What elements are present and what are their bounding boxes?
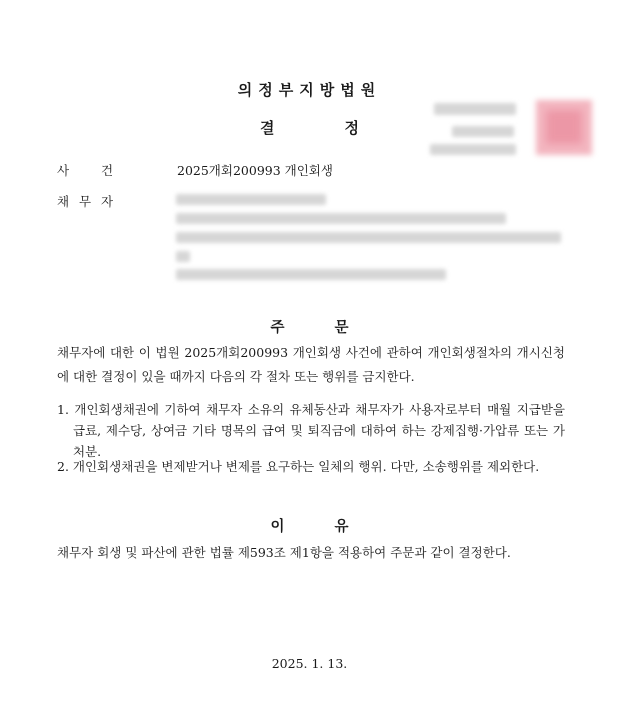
order-item: 2. 개인회생채권을 변제받거나 변제를 요구하는 일체의 행위. 다만, 소송행위를 제외한다.: [57, 459, 540, 474]
reason-heading: 이 유: [270, 518, 349, 535]
order-text: 채무자에 대한 이 법원 2025개회200993 개인회생 사건에 관하여 개인회생절차의 개시신청에 대한 결정이 있을 때까지 다음의 각 절차 또는 행위를 금지한다.: [57, 345, 565, 384]
title-char: 정: [344, 119, 359, 137]
case-label: 사 건: [57, 163, 114, 178]
title-char: 결: [260, 119, 275, 137]
case-number: 2025개회200993 개인회생: [177, 163, 333, 178]
order-heading: 주 문: [270, 319, 349, 336]
order-item: 1. 개인회생채권에 기하여 채무자 소유의 유체동산과 채무자가 사용자로부터 매월 지급받을 급료, 제수당, 상여금 기타 명목의 급여 및 퇴직금에 대하여 하는 강제집행·가압류 또는 가처분.: [57, 402, 565, 459]
document-title: [0, 117, 619, 138]
debtor-label: 채 무 자: [57, 194, 114, 209]
court-name: 의정부지방법원: [237, 81, 382, 99]
decision-date: 2025. 1. 13.: [271, 656, 348, 671]
reason-text: 채무자 회생 및 파산에 관한 법률 제593조 제1항을 적용하여 주문과 같이 결정한다.: [57, 545, 511, 560]
